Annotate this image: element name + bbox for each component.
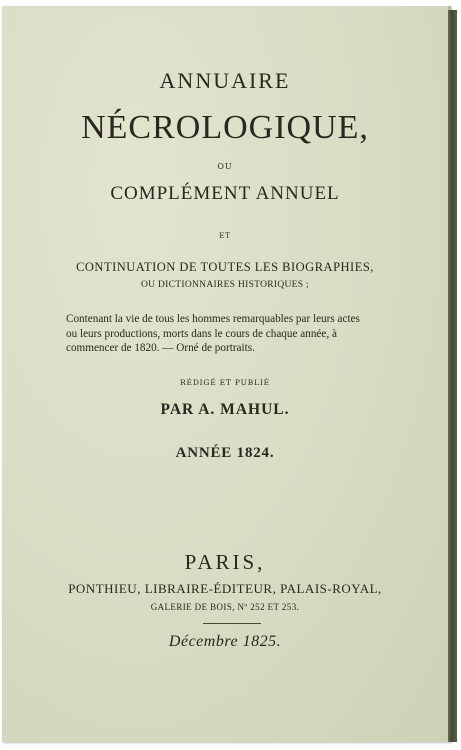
conjunction-et: ET <box>219 232 231 240</box>
edited-by-label: RÉDIGÉ ET PUBLIÉ <box>180 378 270 387</box>
divider-rule <box>203 623 261 624</box>
conjunction-ou: OU <box>217 162 233 171</box>
title-page <box>2 6 451 742</box>
date-line: Décembre 1825. <box>168 633 282 650</box>
city-line: PARIS, <box>184 550 266 574</box>
description-paragraph <box>66 312 396 356</box>
publisher-line: PONTHIEU, LIBRAIRE-ÉDITEUR, PALAIS-ROYAL, <box>68 581 382 596</box>
description-line: ou leurs productions, morts dans le cours de chaque année, à <box>66 327 337 340</box>
author-line: PAR A. MAHUL. <box>160 401 290 418</box>
title-line-necrologique: NÉCROLOGIQUE, <box>81 109 369 146</box>
description-line: Contenant la vie de tous les hommes remarquables par leurs actes <box>66 313 360 325</box>
title-line-continuation: CONTINUATION DE TOUTES LES BIOGRAPHIES, <box>76 260 374 274</box>
year-line: ANNÉE 1824. <box>175 445 275 461</box>
description-line: commencer de 1820. — Orné de portraits. <box>66 342 255 354</box>
title-line-dictionnaires: OU DICTIONNAIRES HISTORIQUES ; <box>141 280 309 290</box>
title-line-annuaire: ANNUAIRE <box>159 68 291 93</box>
address-line: GALERIE DE BOIS, Nº 252 ET 253. <box>150 602 300 612</box>
book-spine-edge <box>448 10 457 742</box>
title-line-complement: COMPLÉMENT ANNUEL <box>110 183 340 204</box>
